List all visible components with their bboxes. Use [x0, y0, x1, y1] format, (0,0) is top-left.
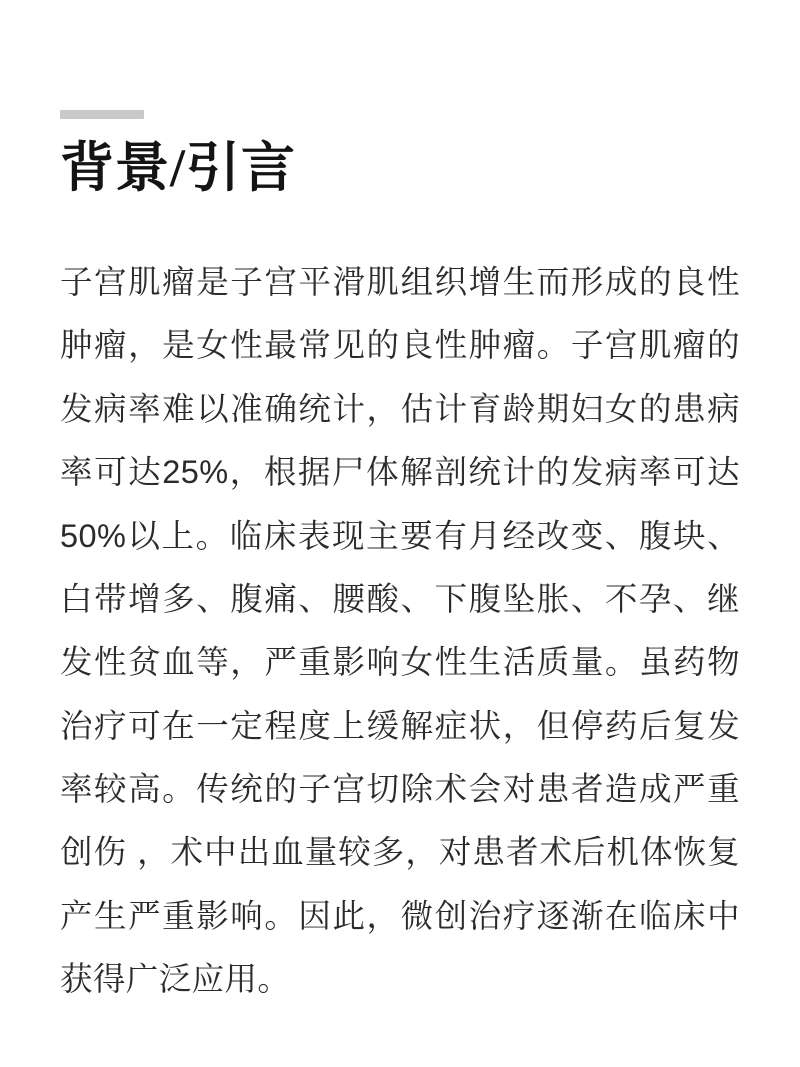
body-paragraph: 子宫肌瘤是子宫平滑肌组织增生而形成的良性肿瘤，是女性最常见的良性肿瘤。子宫肌瘤的发病率难以准确统计，估计育龄期妇女的患病率可达25%，根据尸体解剖统计的发病率可达50%以上。临床表现主要有月经改变、腹块、白带增多、腹痛、腰酸、下腹坠胀、不孕、继发性贫血等，严重影响女性生活质量。虽药物治疗可在一定程度上缓解症状，但停药后复发率较高。传统的子宫切除术会对患者造成严重创伤 ，术中出血量较多，对患者术后机体恢复产生严重影响。因此，微创治疗逐渐在临床中获得广泛应用。	[60, 264, 740, 998]
title-accent-rule	[60, 110, 144, 119]
page-title: 背景/引言	[60, 138, 297, 198]
